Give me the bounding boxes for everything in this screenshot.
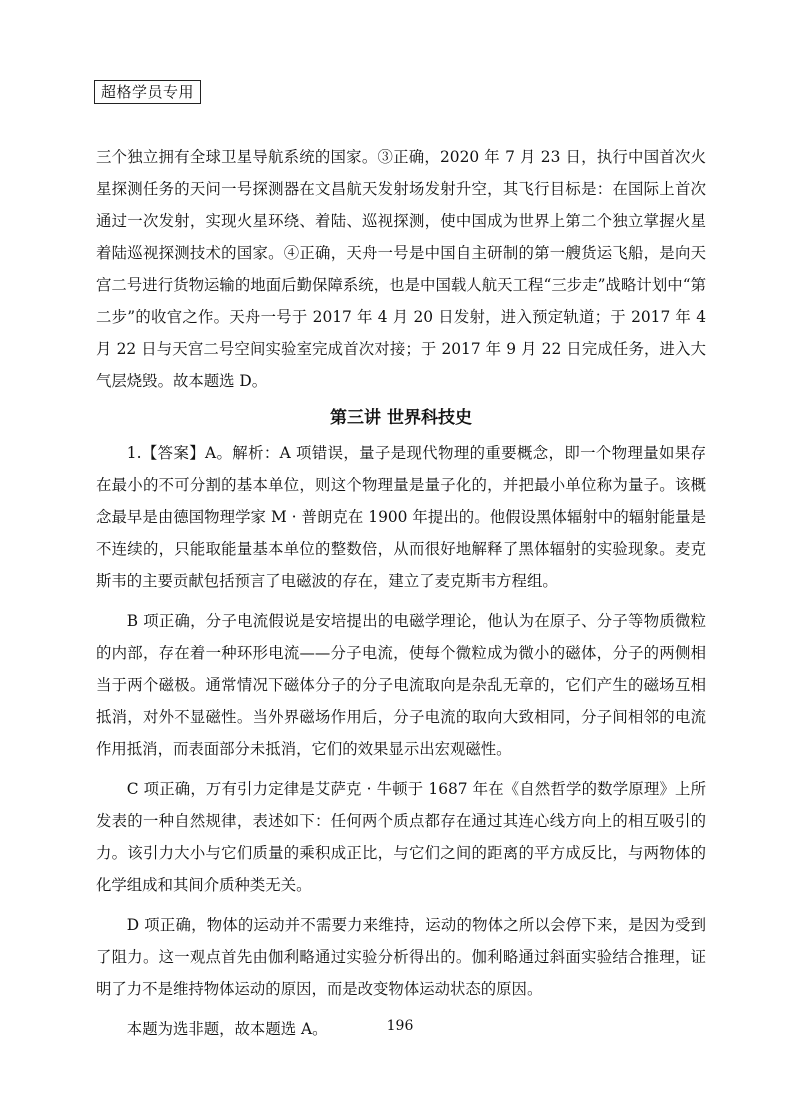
page-number: 196 (386, 1018, 414, 1034)
paragraph-option-c: C 项正确，万有引力定律是艾萨克 · 牛顿于 1687 年在《自然哲学的数学原理》上所发表的一种自然规律，表述如下：任何两个质点都存在通过其连心线方向上的相互吸引的力。该引力大小与它们质量的乘积成正比，与它们之间的距离的平方成反比，与两物体的化学组成和其间介质种类无关。 (96, 780, 706, 894)
paragraph-option-b: B 项正确，分子电流假说是安培提出的电磁学理论，他认为在原子、分子等物质微粒的内部，存在着一种环形电流——分子电流，使每个微粒成为微小的磁体，分子的两侧相当于两个磁极。通常情况下磁体分子的分子电流取向是杂乱无章的，它们产生的磁场互相抵消，对外不显磁性。当外界磁场作用后，分子电流的取向大致相同，分子间相邻的电流作用抵消，而表面部分未抵消，它们的效果显示出宏观磁性。 (96, 612, 706, 758)
paragraph-option-d: D 项正确，物体的运动并不需要力来维持，运动的物体之所以会停下来，是因为受到了阻力。这一观点首先由伽利略通过实验分析得出的。伽利略通过斜面实验结合推理，证明了力不是维持物体运动的原因，而是改变物体运动状态的原因。 (96, 916, 706, 998)
header-tag: 超格学员专用 (94, 80, 201, 104)
paragraph-answer: 1.【答案】A。解析：A 项错误，量子是现代物理的重要概念，即一个物理量如果存在最小的不可分割的基本单位，则这个物理量是量子化的，并把最小单位称为量子。该概念最早是由德国物理学家 M · 普朗克在 1900 年提出的。他假设黑体辐射中的辐射能量是不连续的，只能取能量基本单位的整数倍，从而很好地解释了黑体辐射的实验现象。麦克斯韦的主要贡献包括预言了电磁波的存在，建立了麦克斯韦方程组。 (96, 444, 706, 590)
paragraph-continuation: 三个独立拥有全球卫星导航系统的国家。③正确，2020 年 7 月 23 日，执行中国首次火星探测任务的天问一号探测器在文昌航天发射场发射升空，其飞行目标是：在国际上首次通过一次发射，实现火星环绕、着陆、巡视探测，使中国成为世界上第二个独立掌握火星着陆巡视探测技术的国家。④正确，天舟一号是中国自主研制的第一艘货运飞船，是向天宫二号进行货物运输的地面后勤保障系统，也是中国载人航天工程“三步走”战略计划中“第二步”的收官之作。天舟一号于 2017 年 4 月 20 日发射，进入预定轨道；于 2017 年 4 月 22 日与天宫二号空间实验室完成首次对接；于 2017 年 9 月 22 日完成任务，进入大气层烧毁。故本题选 D。 (96, 148, 706, 390)
page-body (96, 141, 706, 1045)
paragraph-conclusion: 本题为选非题，故本题选 A。 (126, 1020, 328, 1038)
section-title: 第三讲 世界科技史 (330, 408, 472, 428)
